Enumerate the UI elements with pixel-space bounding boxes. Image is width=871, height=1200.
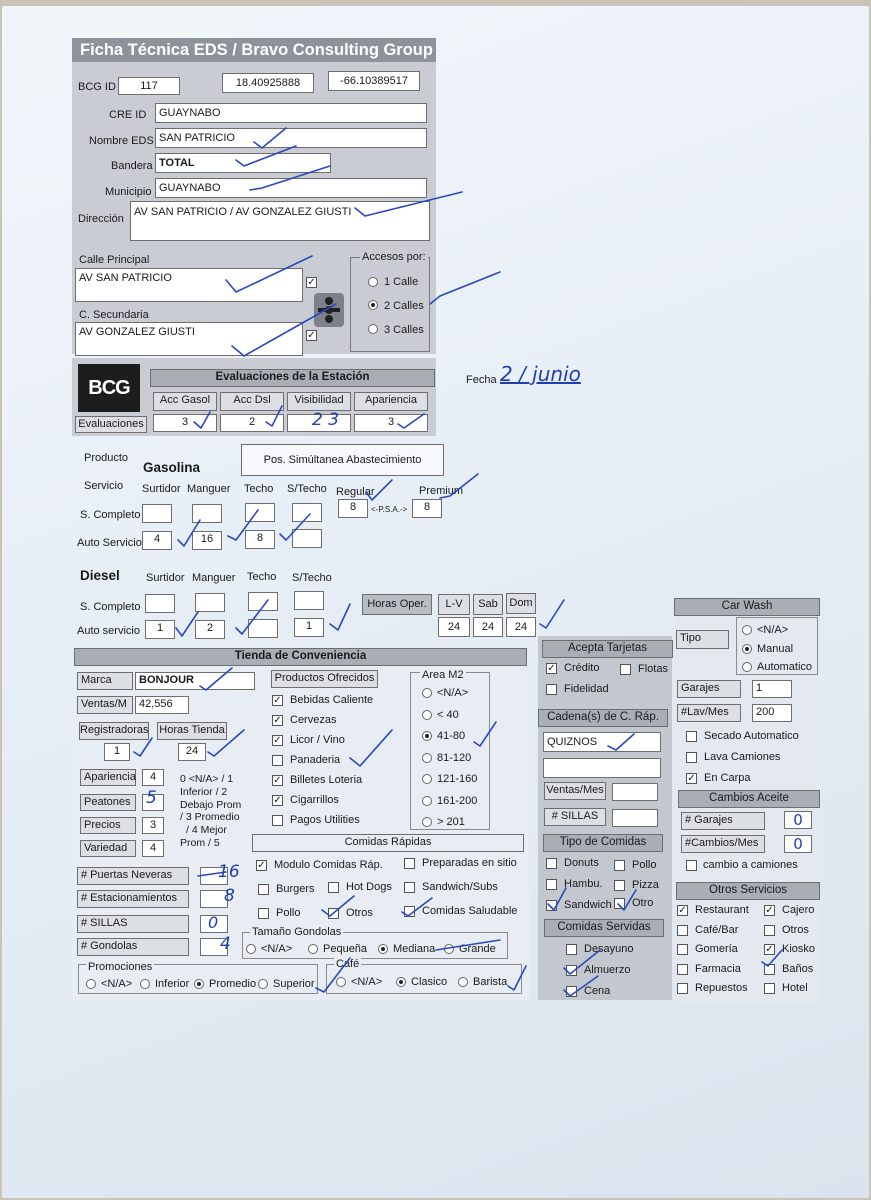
comida-rapida-0-checkbox[interactable]: ✓ [257, 860, 266, 871]
producto-5-checkbox[interactable]: ✓ [273, 795, 282, 806]
accesos-option-2: 2 Calles [384, 300, 424, 312]
municipio-label: Municipio [105, 186, 152, 198]
comida-servida-0-label: Desayuno [584, 943, 634, 955]
bandera-field[interactable]: TOTAL [155, 153, 331, 173]
calle-secundaria-checkbox[interactable]: ✓ [307, 330, 316, 341]
calle-principal-label: Calle Principal [79, 254, 150, 266]
tipo-comidas-title: Tipo de Comidas [543, 834, 663, 852]
car-wash-tipo-0-label: <N/A> [757, 624, 789, 636]
aceite-garajes-label: # Garajes [681, 812, 765, 830]
check-mark [226, 256, 312, 292]
calle-secundaria-field[interactable]: AV GONZALEZ GIUSTI [75, 322, 303, 356]
legend-line-2: Inferior / 2 [180, 785, 228, 798]
tipo-comida-5-label: Otro [632, 897, 654, 909]
comida-rapida-3-label: Hot Dogs [346, 881, 392, 893]
bcg-id-label: BCG ID [78, 81, 116, 93]
check-mark [280, 514, 310, 540]
strike-mark [198, 872, 226, 876]
apariencia-field[interactable]: 4 [142, 769, 164, 786]
check-mark [236, 146, 296, 166]
check-mark [366, 480, 392, 500]
gas-row-completo: S. Completo [80, 509, 141, 521]
horas-header-sab: Sab [473, 594, 503, 615]
horas-header-dom: Dom [506, 593, 536, 614]
eval-apariencia-value[interactable]: 3 [354, 414, 428, 432]
horas-sab-value[interactable]: 24 [473, 617, 503, 637]
producto-0-label: Bebidas Caliente [290, 694, 374, 706]
evaluaciones-title: Evaluaciones de la Estación [150, 369, 435, 387]
car-wash-tipo-label: Tipo [676, 630, 729, 649]
gondola-size-2-label: Mediana [393, 943, 436, 955]
otro-servicio-2-label: Café/Bar [695, 923, 739, 936]
bandera-label: Bandera [111, 160, 153, 172]
eval-acc-dsl-value[interactable]: 2 [220, 414, 284, 432]
check-mark [322, 896, 354, 916]
otro-servicio-0-checkbox[interactable]: ✓ [678, 905, 687, 916]
comidas-rapidas-title: Comidas Rápidas [252, 834, 524, 852]
estacionamientos-handwritten: 8 [224, 886, 235, 906]
nombre-field[interactable]: SAN PATRICIO [155, 128, 427, 148]
otro-servicio-4-label: Gomería [695, 943, 738, 955]
otro-servicio-8-label: Repuestos [695, 982, 748, 994]
car-wash-title: Car Wash [674, 598, 820, 616]
cre-id-label: CRE ID [109, 109, 147, 121]
bcg-logo: BCG [78, 364, 140, 412]
horas-lv-value[interactable]: 24 [438, 617, 470, 637]
lav-mes-field[interactable]: 200 [752, 704, 792, 722]
producto-1-checkbox[interactable]: ✓ [273, 715, 282, 726]
puertas-handwritten: 16 [218, 862, 240, 882]
comida-rapida-2-label: Burgers [276, 883, 315, 895]
fecha-handwritten: 2 / junio [500, 362, 581, 386]
car-wash-tipo-1-label: Manual [757, 642, 794, 655]
car-wash-item-1-label: Lava Camiones [704, 751, 781, 763]
check-mark [402, 898, 432, 916]
otro-servicio-1-checkbox[interactable]: ✓ [765, 905, 774, 916]
aceite-cambios-label: #Cambios/Mes [681, 835, 765, 853]
eval-header-visibilidad: Visibilidad [287, 392, 351, 411]
check-mark [762, 950, 782, 966]
promocion-3-label: Superior [273, 978, 315, 990]
check-mark [194, 412, 210, 428]
direccion-field[interactable]: AV SAN PATRICIO / AV GONZALEZ GIUSTI [130, 201, 430, 241]
tipo-comida-0-label: Donuts [564, 857, 599, 869]
cafe-0-label: <N/A> [351, 976, 383, 988]
gondola-size-0-label: <N/A> [261, 943, 293, 955]
variedad-label: Variedad [80, 840, 136, 857]
eval-header-apariencia: Apariencia [354, 392, 428, 411]
promociones-label: Promociones [88, 961, 153, 973]
cadena-field-1[interactable]: QUIZNOS [543, 732, 661, 752]
accesos-option-1: 1 Calle [384, 276, 419, 288]
aceite-garajes-field[interactable]: 0 [784, 811, 812, 829]
productos-label: Productos Ofrecidos [271, 670, 378, 688]
area-4-label: 121-160 [437, 773, 478, 785]
area-3-label: 81-120 [437, 751, 472, 764]
car-wash-item-0-label: Secado Automatico [704, 730, 799, 742]
dsl-row-completo: S. Completo [80, 601, 141, 613]
accesos-option-3: 3 Calles [384, 324, 424, 336]
horas-tienda-field[interactable]: 24 [178, 743, 206, 761]
tarjeta-1-label: Flotas [638, 663, 668, 675]
eval-acc-gasol-value[interactable]: 3 [153, 414, 217, 432]
producto-label: Producto [84, 452, 129, 464]
comida-rapida-7-label: Comidas Saludable [422, 905, 518, 917]
area-1-label: < 40 [437, 708, 459, 721]
gas-row-auto: Auto Servicio [77, 537, 142, 549]
otro-servicio-7-label: Baños [782, 962, 814, 975]
legend-line-1: 0 <N/A> / 1 [180, 773, 234, 785]
horas-oper-label: Horas Oper. [362, 594, 432, 615]
dsl-col-surtidor: Surtidor [146, 572, 185, 584]
variedad-field[interactable]: 4 [142, 840, 164, 857]
gas-col-techo: Techo [244, 483, 274, 495]
otro-servicio-6-label: Farmacia [695, 962, 741, 975]
peatones-handwritten: 5 [146, 788, 157, 808]
calle-secundaria-label: C. Secundaria [79, 309, 149, 321]
diesel-title: Diesel [80, 568, 120, 583]
otro-servicio-5-label: Kiosko [782, 943, 816, 955]
check-mark [266, 406, 282, 426]
pos-simultanea-label: Pos. Simúltanea Abastecimiento [241, 444, 444, 476]
comida-rapida-4-label: Sandwich/Subs [422, 881, 498, 893]
check-mark [250, 166, 330, 190]
tarjeta-2-label: Fidelidad [564, 683, 609, 695]
tipo-comida-1-label: Pollo [632, 859, 657, 871]
comida-servida-2-label: Cena [584, 985, 611, 997]
comida-rapida-0-label: Modulo Comidas Ráp. [274, 859, 383, 871]
cadenas-title: Cadena(s) de C. Ráp. [538, 709, 668, 727]
marca-field[interactable]: BONJOUR [135, 672, 255, 690]
check-mark [564, 976, 598, 996]
area-6-label: > 201 [437, 816, 465, 828]
bcg-id-field[interactable]: 117 [118, 77, 180, 95]
check-mark [228, 510, 258, 540]
promocion-2-label: Promedio [209, 978, 257, 990]
ventas-field[interactable]: 42,556 [135, 696, 189, 714]
check-mark [440, 474, 478, 498]
accesos-label: Accesos por: [362, 251, 426, 263]
aceite-cambios-field[interactable]: 0 [784, 835, 812, 853]
dsl-col-techo: Techo [247, 571, 277, 583]
garajes-label: Garajes [677, 680, 741, 698]
dsl-col-manguer: Manguer [192, 572, 236, 584]
comida-rapida-6-label: Otros [346, 907, 373, 919]
tienda-title: Tienda de Conveniencia [74, 648, 527, 666]
gas-auto-manguer[interactable]: 16 [192, 531, 222, 550]
legend-line-5: / 4 Mejor [186, 824, 227, 837]
cafe-label: Café [336, 958, 360, 970]
check-mark [540, 600, 564, 628]
comidas-servidas-title: Comidas Servidas [544, 919, 664, 937]
area-label: Area M2 [422, 669, 464, 681]
comida-rapida-5-label: Pollo [276, 907, 301, 919]
gas-col-manguer: Manguer [187, 483, 231, 495]
tipo-comida-4-label: Sandwich [564, 899, 612, 911]
car-wash-item-2-label: En Carpa [704, 772, 751, 784]
ventas-label: Ventas/M [77, 696, 133, 714]
producto-6-label: Pagos Utilities [290, 814, 360, 826]
nombre-label: Nombre EDS [89, 135, 154, 147]
tipo-comida-3-label: Pizza [632, 879, 659, 891]
cadena-sillas-label: # SILLAS [544, 808, 606, 826]
latitude-field[interactable]: 18.40925888 [222, 73, 314, 93]
gondola-size-1-label: Pequeña [323, 943, 368, 955]
car-wash-item-2-checkbox[interactable]: ✓ [687, 773, 696, 784]
regular-field[interactable]: 8 [338, 499, 368, 518]
check-mark [608, 734, 634, 750]
dsl-row-auto: Auto servicio [77, 625, 140, 637]
horas-tienda-label: Horas Tienda [157, 722, 227, 740]
tipo-comida-2-label: Hambu. [564, 878, 603, 890]
eval-visibilidad-handwritten: 2 3 [312, 410, 340, 430]
otros-servicios-title: Otros Servicios [676, 882, 820, 900]
check-mark [618, 890, 636, 910]
premium-field[interactable]: 8 [412, 499, 442, 518]
ventas-mes-label: Ventas/Mes [544, 782, 606, 800]
registradoras-field[interactable]: 1 [104, 743, 130, 761]
eval-header-acc-gasol: Acc Gasol [153, 392, 217, 411]
producto-5-label: Cigarrillos [290, 794, 339, 806]
producto-0-checkbox[interactable]: ✓ [273, 695, 282, 706]
check-mark [254, 128, 286, 148]
eval-header-acc-dsl: Acc Dsl [220, 392, 284, 411]
gondola-size-3-label: Grande [459, 943, 496, 955]
gas-col-stecho: S/Techo [287, 483, 327, 495]
regular-label: Regular [336, 486, 375, 498]
check-mark [176, 612, 198, 636]
check-mark [330, 604, 350, 630]
gondolas-size-label: Tamaño Gondolas [252, 926, 342, 938]
horas-dom-value[interactable]: 24 [506, 617, 536, 637]
dsl-auto-stecho[interactable]: 1 [294, 618, 324, 637]
producto-2-checkbox[interactable]: ✓ [273, 735, 282, 746]
precios-label: Precios [80, 817, 136, 834]
dsl-auto-manguer[interactable]: 2 [195, 620, 225, 639]
sillas-handwritten: 0 [208, 913, 219, 932]
gas-auto-surtidor[interactable]: 4 [142, 531, 172, 550]
tarjetas-title: Acepta Tarjetas [542, 640, 673, 658]
check-mark [548, 888, 566, 910]
promocion-1-label: Inferior [155, 978, 190, 990]
calle-principal-checkbox[interactable]: ✓ [307, 277, 316, 288]
producto-4-label: Billetes Loteria [290, 774, 363, 786]
precios-field[interactable]: 3 [142, 817, 164, 834]
direccion-label: Dirección [78, 213, 124, 225]
evaluaciones-label: Evaluaciones [75, 416, 147, 433]
check-mark [430, 272, 500, 304]
check-mark [232, 304, 336, 356]
gondolas-handwritten: 4 [220, 934, 231, 954]
producto-4-checkbox[interactable]: ✓ [273, 775, 282, 786]
registradoras-label: Registradoras [79, 722, 149, 740]
otro-servicio-3-label: Otros [782, 923, 809, 936]
check-mark [474, 722, 496, 746]
check-mark [200, 668, 232, 690]
check-mark [236, 600, 268, 634]
apariencia-label: Apariencia [80, 769, 136, 786]
dsl-auto-surtidor[interactable]: 1 [145, 620, 175, 639]
gasolina-title: Gasolina [143, 460, 201, 475]
check-mark [134, 738, 152, 756]
horas-header-lv: L-V [438, 594, 470, 615]
municipio-field[interactable]: GUAYNABO [155, 178, 427, 198]
garajes-field[interactable]: 1 [752, 680, 792, 698]
promocion-0-label: <N/A> [101, 978, 133, 990]
check-mark [350, 730, 392, 766]
check-mark [178, 520, 200, 546]
lav-mes-label: #Lav/Mes [677, 704, 741, 722]
legend-line-6: Prom / 5 [180, 836, 220, 849]
area-0-label: <N/A> [437, 687, 469, 699]
gas-auto-techo[interactable]: 8 [245, 530, 275, 549]
check-mark [508, 966, 526, 990]
peatones-label: Peatones [80, 794, 136, 811]
cafe-2-label: Barista [473, 976, 508, 988]
cre-id-field[interactable]: GUAYNABO [155, 103, 427, 123]
gas-col-surtidor: Surtidor [142, 483, 181, 495]
estacionamientos-label: # Estacionamientos [77, 890, 189, 908]
cambios-aceite-title: Cambios Aceite [678, 790, 820, 808]
producto-3-label: Panaderia [290, 754, 341, 766]
form-title: Ficha Técnica EDS / Bravo Consulting Group [72, 38, 436, 62]
producto-1-label: Cervezas [290, 714, 337, 726]
legend-line-3: Debajo Prom [180, 798, 242, 811]
area-2-label: 41-80 [437, 730, 466, 742]
otro-servicio-0-label: Restaurant [695, 904, 749, 916]
dsl-col-stecho: S/Techo [292, 572, 332, 584]
premium-label: Premium [419, 485, 464, 497]
sillas-label: # SILLAS [77, 915, 189, 933]
car-wash-tipo-2-label: Automatico [757, 661, 813, 673]
fecha-label: Fecha [466, 374, 497, 386]
check-mark [316, 958, 350, 992]
check-mark [208, 730, 244, 756]
otro-servicio-9-label: Hotel [782, 982, 808, 994]
check-mark [355, 192, 462, 216]
legend-line-4: / 3 Promedio [180, 811, 240, 824]
otro-servicio-5-checkbox[interactable]: ✓ [765, 944, 774, 955]
servicio-label: Servicio [84, 480, 124, 492]
puertas-neveras-label: # Puertas Neveras [77, 867, 189, 885]
otro-servicio-1-label: Cajero [782, 904, 815, 916]
strike-mark [436, 940, 500, 950]
area-5-label: 161-200 [437, 794, 478, 807]
longitude-field[interactable]: -66.10389517 [328, 71, 420, 91]
check-mark [564, 950, 600, 974]
tarjeta-0-label: Crédito [564, 662, 600, 674]
gondolas-label: # Gondolas [77, 938, 189, 956]
check-mark [398, 414, 424, 428]
psa-label: <-P.S.A.-> [371, 505, 408, 514]
cafe-1-label: Clasico [411, 976, 448, 988]
marca-label: Marca [77, 672, 133, 690]
tarjeta-0-checkbox[interactable]: ✓ [547, 663, 556, 674]
producto-2-label: Licor / Vino [290, 734, 345, 746]
cambio-camiones-label: cambio a camiones [703, 859, 798, 871]
comida-rapida-1-label: Preparadas en sitio [422, 857, 517, 869]
comida-servida-1-label: Almuerzo [584, 964, 631, 976]
calle-principal-field[interactable]: AV SAN PATRICIO [75, 268, 303, 302]
